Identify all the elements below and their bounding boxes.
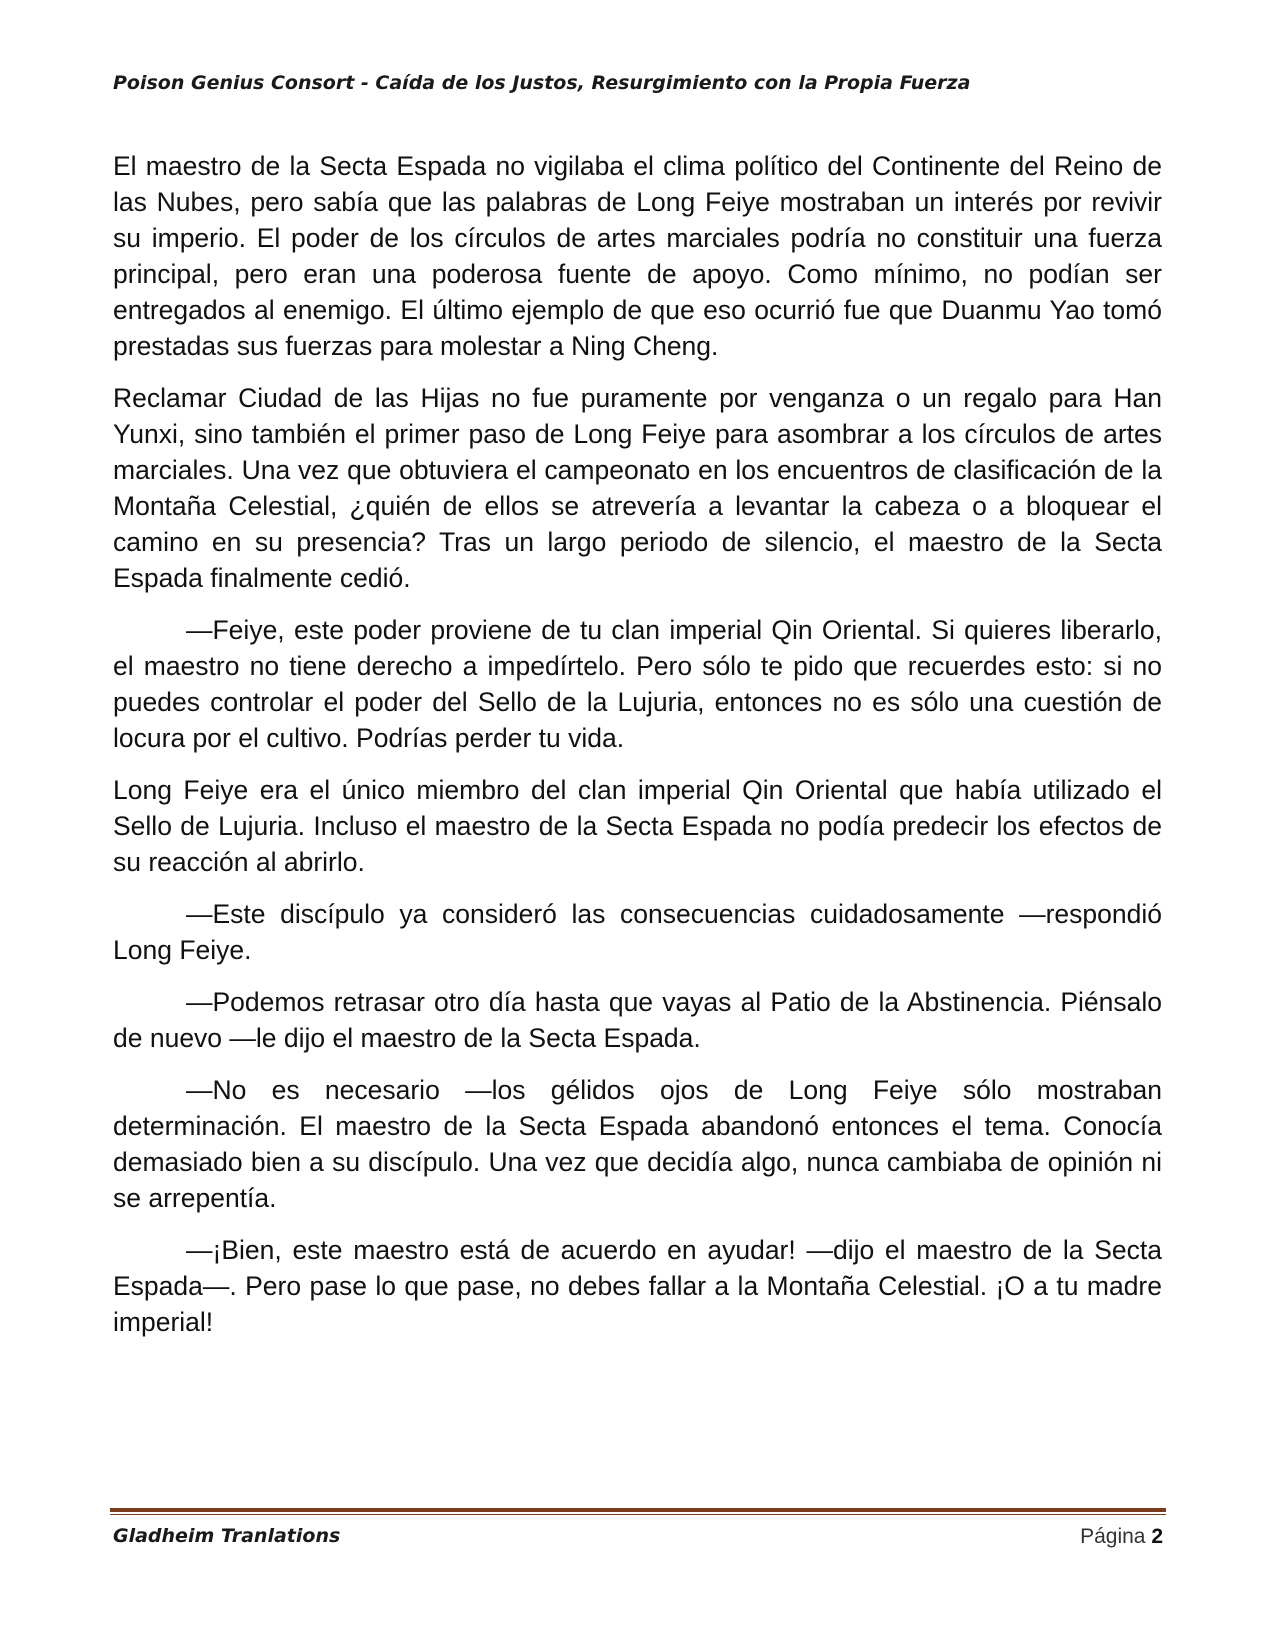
paragraph-6: —Podemos retrasar otro día hasta que vayas al Patio de la Abstinencia. Piénsalo de nuevo —le dijo el maestro de la Secta Espada. [113, 987, 1162, 1053]
running-header: Poison Genius Consort - Caída de los Justos, Resurgimiento con la Propia Fuerza [113, 72, 971, 94]
paragraph-1: El maestro de la Secta Espada no vigilaba el clima político del Continente del Reino de las Nubes, pero sabía que las palabras de Long Feiye mostraban un interés por revivir su imperio. El poder de los círculos de artes marciales podría no constituir una fuerza principal, pero eran una poderosa fuente de apoyo. Como mínimo, no podían ser entregados al enemigo. El último ejemplo de que eso ocurrió fue que Duanmu Yao tomó prestadas sus fuerzas para molestar a Ning Cheng. [113, 151, 1162, 361]
paragraph-2: Reclamar Ciudad de las Hijas no fue puramente por venganza o un regalo para Han Yunxi, sino también el primer paso de Long Feiye para asombrar a los círculos de artes marciales. Una vez que obtuviera el campeonato en los encuentros de clasificación de la Montaña Celestial, ¿quién de ellos se atrevería a levantar la cabeza o a bloquear el camino en su presencia? Tras un largo periodo de silencio, el maestro de la Secta Espada finalmente cedió. [113, 383, 1162, 593]
paragraph-3: —Feiye, este poder proviene de tu clan imperial Qin Oriental. Si quieres liberarlo, el maestro no tiene derecho a impedírtelo. Pero sólo te pido que recuerdes esto: si no puedes controlar el poder del Sello de la Lujuria, entonces no es sólo una cuestión de locura por el cultivo. Podrías perder tu vida. [113, 615, 1162, 753]
document-body [113, 148, 1162, 1356]
footer-page-info [1080, 1525, 1163, 1549]
page-number: 2 [1151, 1525, 1163, 1548]
paragraph-8: —¡Bien, este maestro está de acuerdo en ayudar! —dijo el maestro de la Secta Espada—. Pero pase lo que pase, no debes fallar a la Montaña Celestial. ¡O a tu madre imperial! [113, 1235, 1162, 1337]
footer-publisher: Gladheim Tranlations [113, 1525, 341, 1547]
page-label: Página [1080, 1525, 1146, 1548]
paragraph-7: —No es necesario —los gélidos ojos de Long Feiye sólo mostraban determinación. El maestro de la Secta Espada abandonó entonces el tema. Conocía demasiado bien a su discípulo. Una vez que decidía algo, nunca cambiaba de opinión ni se arrepentía. [113, 1075, 1162, 1213]
paragraph-4: Long Feiye era el único miembro del clan imperial Qin Oriental que había utilizado el Sello de Lujuria. Incluso el maestro de la Secta Espada no podía predecir los efectos de su reacción al abrirlo. [113, 775, 1162, 877]
paragraph-5: —Este discípulo ya consideró las consecuencias cuidadosamente —respondió Long Feiye. [113, 899, 1162, 965]
footer-rule-thin [110, 1514, 1166, 1515]
